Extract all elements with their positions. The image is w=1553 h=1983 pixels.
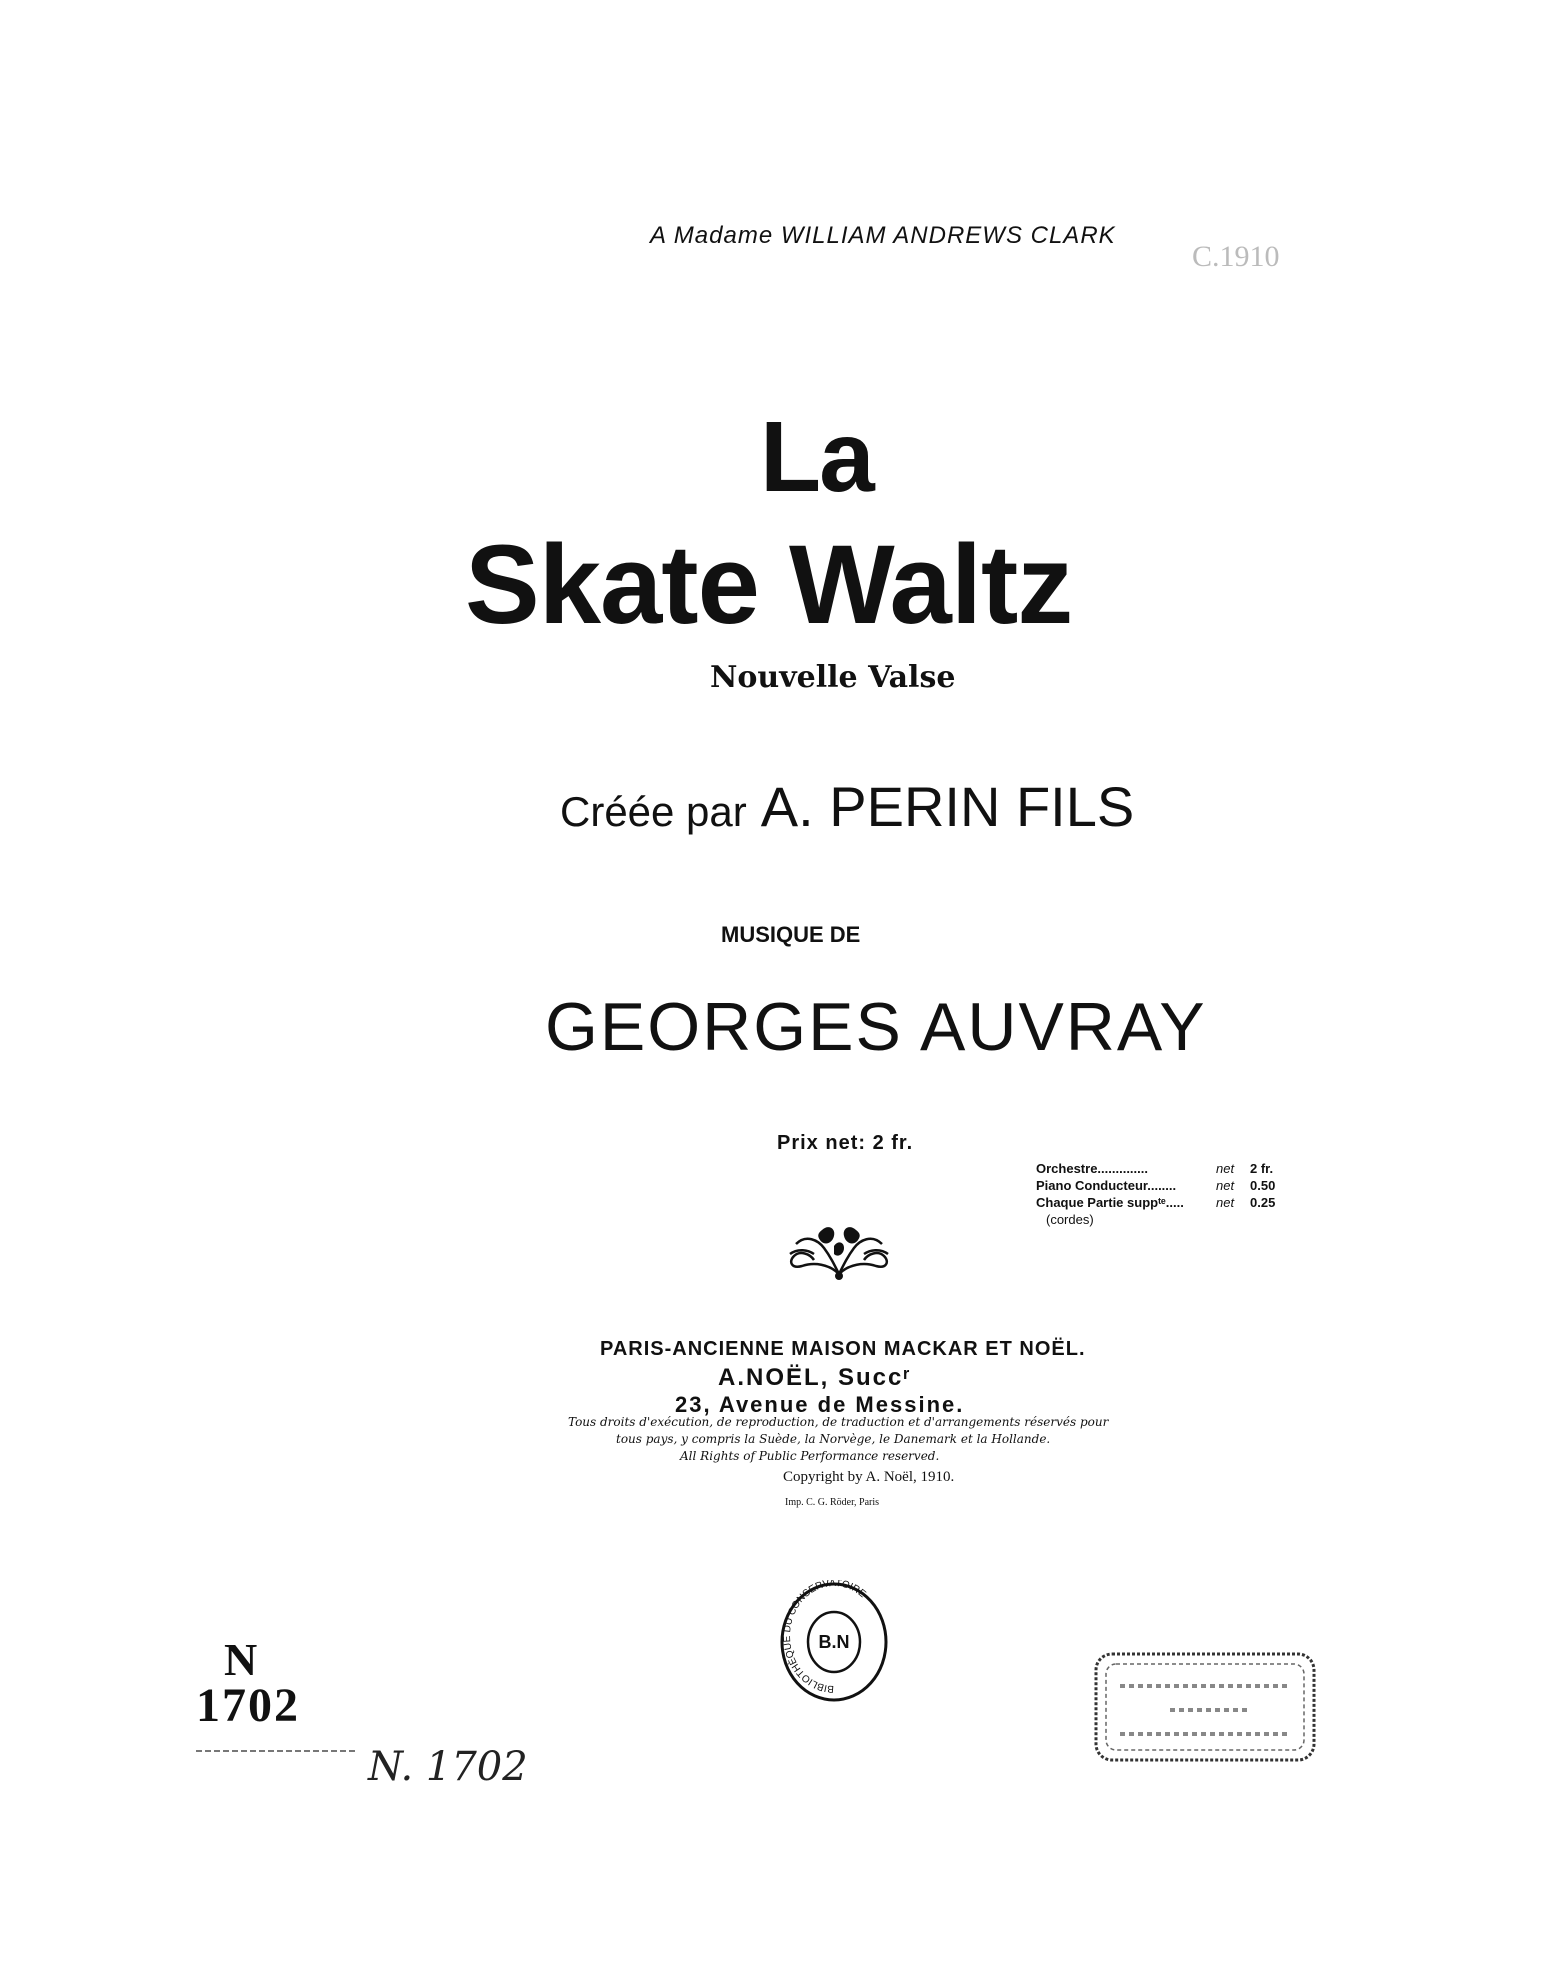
- dedication: A Madame WILLIAM ANDREWS CLARK: [650, 222, 1116, 249]
- title-line-2: Skate Waltz: [465, 522, 1073, 647]
- price-value: 0.50: [1250, 1178, 1276, 1193]
- catalog-number-stamp: [196, 1634, 300, 1732]
- handwritten-catalog-number: N. 1702: [368, 1744, 528, 1790]
- seal-center-text: B.N: [818, 1632, 850, 1652]
- subtitle: Nouvelle Valse: [710, 660, 956, 695]
- catalog-letter: N: [224, 1634, 258, 1685]
- price-net: net: [1216, 1161, 1235, 1176]
- price-list: [1036, 1160, 1275, 1228]
- price-item: Piano Conducteur........: [1036, 1178, 1177, 1193]
- price-row: [1036, 1160, 1275, 1177]
- library-seal-stamp: [778, 1580, 890, 1709]
- price-item: Orchestre..............: [1036, 1161, 1148, 1176]
- price-row: [1036, 1194, 1275, 1211]
- price-item: Chaque Partie suppᵗᵉ.....: [1036, 1195, 1184, 1210]
- price-net: net: [1216, 1195, 1235, 1210]
- music-by-label: MUSIQUE DE: [721, 922, 861, 947]
- rights-notice-line: tous pays, y compris la Suède, la Norvège, le Danemark et la Hollande.: [616, 1432, 1051, 1446]
- floral-ornament-icon: [784, 1224, 894, 1287]
- stamp-underline: [196, 1748, 356, 1754]
- net-price: Prix net: 2 fr.: [777, 1132, 914, 1154]
- rights-notice-line: Tous droits d'exécution, de reproduction, de traduction et d'arrangements réservés pour: [568, 1415, 1109, 1429]
- publisher-line: PARIS-ANCIENNE MAISON MACKAR ET NOËL.: [600, 1338, 1086, 1360]
- title-line-1: La: [760, 401, 873, 513]
- composer-name: GEORGES AUVRAY: [545, 989, 1207, 1065]
- faded-library-stamp: C.1910: [1192, 240, 1280, 273]
- rights-notice-line: All Rights of Public Performance reserved.: [680, 1449, 940, 1463]
- price-row: [1036, 1177, 1275, 1194]
- catalog-number: 1702: [196, 1679, 300, 1732]
- publisher-address: 23, Avenue de Messine.: [675, 1392, 965, 1417]
- created-by: [560, 774, 1134, 839]
- price-value: 0.25: [1250, 1195, 1276, 1210]
- faded-reference-stamp: [1090, 1648, 1320, 1771]
- performer-name: A. PERIN FILS: [760, 775, 1135, 838]
- created-by-prefix: Créée par: [560, 788, 747, 835]
- publisher-successor: A.NOËL, Succʳ: [718, 1364, 912, 1391]
- price-net: net: [1216, 1178, 1235, 1193]
- price-value: 2 fr.: [1250, 1161, 1274, 1176]
- price-list-note: (cordes): [1046, 1212, 1094, 1227]
- seal-ring-text: BIBLIOTHÈQUE DU CONSERVATOIRE: [781, 1580, 868, 1695]
- printer-line: Imp. C. G. Röder, Paris: [785, 1497, 880, 1508]
- copyright-line: Copyright by A. Noël, 1910.: [783, 1469, 955, 1485]
